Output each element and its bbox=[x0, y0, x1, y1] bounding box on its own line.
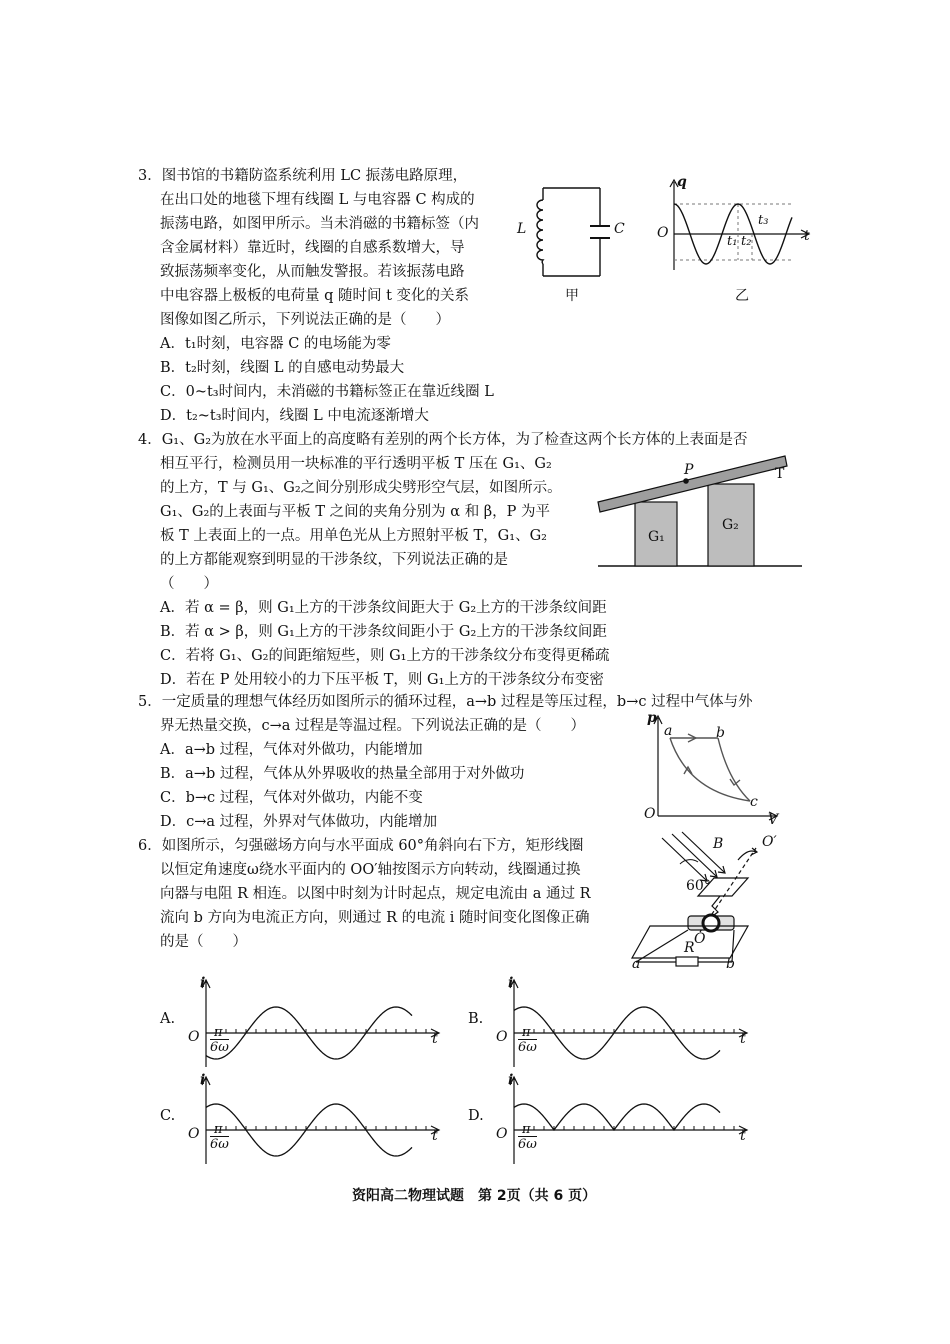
q4-stem-line-1: 4．G₁、G₂为放在水平面上的高度略有差别的两个长方体，为了检查这两个长方体的上表面是否 bbox=[138, 432, 748, 448]
state-b-label: b bbox=[716, 725, 725, 741]
q5-option-d: D．c→a 过程，外界对气体做功，内能增加 bbox=[160, 814, 438, 830]
t3-label: t₃ bbox=[758, 213, 769, 228]
q4-stem-line-3: 的上方，T 与 G₁、G₂之间分别形成尖劈形空气层，如图所示。 bbox=[160, 480, 562, 496]
i-t-axes bbox=[202, 1077, 439, 1164]
block-g1-label: G₁ bbox=[648, 529, 665, 545]
terminal-b-label: b bbox=[726, 956, 735, 972]
state-a-label: a bbox=[664, 723, 673, 739]
q5-option-a: A．a→b 过程，气体对外做功，内能增加 bbox=[160, 742, 423, 758]
angle-60-label: 60° bbox=[686, 878, 711, 894]
i-t-option-label: A. bbox=[160, 1011, 176, 1027]
b-field-label: B bbox=[713, 836, 724, 852]
q3-option-a: A．t₁时刻，电容器 C 的电场能为零 bbox=[160, 336, 391, 352]
i-axis-label: i bbox=[508, 975, 514, 991]
q6-stem-line-4: 流向 b 方向为电流正方向，则通过 R 的电流 i 随时间变化图像正确 bbox=[160, 910, 590, 926]
q3-stem-line-7: 图像如图乙所示，下列说法正确的是（ ） bbox=[160, 312, 450, 328]
q4-stem-line-2: 相互平行，检测员用一块标准的平行透明平板 T 压在 G₁、G₂ bbox=[160, 456, 552, 472]
q4-option-a: A．若 α = β，则 G₁上方的干涉条纹间距大于 G₂上方的干涉条纹间距 bbox=[160, 600, 607, 616]
pi-label: π bbox=[522, 1025, 531, 1040]
i-t-axes bbox=[510, 980, 747, 1067]
q6-stem-line-3: 向器与电阻 R 相连。以图中时刻为计时起点，规定电流由 a 通过 R bbox=[160, 886, 591, 902]
v-axis-label: V bbox=[768, 812, 779, 828]
q4-stem-line-6: 的上方都能观察到明显的干涉条纹，下列说法正确的是 bbox=[160, 552, 508, 568]
q4-stem-line-4: G₁、G₂的上表面与平板 T 之间的夹角分别为 α 和 β，P 为平 bbox=[160, 504, 551, 520]
t-axis-label: t bbox=[740, 1031, 746, 1047]
capacitor-label: C bbox=[614, 221, 625, 237]
q3-option-b: B．t₂时刻，线圈 L 的自感电动势最大 bbox=[160, 360, 405, 376]
i-t-origin-label: O bbox=[496, 1029, 508, 1045]
pi-label: π bbox=[522, 1122, 531, 1137]
t1-label: t₁ bbox=[727, 234, 738, 249]
page-footer: 资阳高二物理试题 第 2页（共 6 页） bbox=[352, 1188, 597, 1204]
i-axis-label: i bbox=[200, 1072, 206, 1088]
q4-option-b: B．若 α > β，则 G₁上方的干涉条纹间距小于 G₂上方的干涉条纹间距 bbox=[160, 624, 607, 640]
o-prime-label: O′ bbox=[762, 834, 777, 850]
inductor-label: L bbox=[517, 221, 527, 237]
i-t-option-label: B. bbox=[468, 1011, 484, 1027]
i-t-origin-label: O bbox=[188, 1029, 200, 1045]
q5-stem-line-1: 5．一定质量的理想气体经历如图所示的循环过程，a→b 过程是等压过程，b→c 过程中气体与外 bbox=[138, 694, 753, 710]
figure-yi-caption: 乙 bbox=[735, 288, 749, 304]
block-g2-label: G₂ bbox=[722, 517, 739, 533]
terminal-a-label: a bbox=[632, 956, 641, 972]
p-axis-label: p bbox=[647, 710, 657, 726]
q3-stem-line-3: 振荡电路，如图甲所示。当未消磁的书籍标签（内 bbox=[160, 216, 479, 232]
q6-stem-line-2: 以恒定角速度ω绕水平面内的 OO′轴按图示方向转动，线圈通过换 bbox=[160, 862, 581, 878]
t-axis-label: t bbox=[804, 228, 810, 244]
t-axis-label: t bbox=[432, 1031, 438, 1047]
pi-label: π bbox=[214, 1025, 223, 1040]
six-omega-label: 6ω bbox=[518, 1040, 537, 1055]
figure-jia-caption: 甲 bbox=[565, 288, 579, 304]
q6-stem-line-1: 6．如图所示，匀强磁场方向与水平面成 60°角斜向右下方，矩形线圈 bbox=[138, 838, 584, 854]
q4-stem-line-5: 板 T 上表面上的一点。用单色光从上方照射平板 T，G₁、G₂ bbox=[160, 528, 547, 544]
q3-stem-line-5: 致振荡频率变化，从而触发警报。若该振荡电路 bbox=[160, 264, 465, 280]
i-t-axes bbox=[202, 980, 439, 1067]
q5-option-c: C．b→c 过程，气体对外做功，内能不变 bbox=[160, 790, 423, 806]
i-t-option-label: D. bbox=[468, 1108, 484, 1124]
i-axis-label: i bbox=[508, 1072, 514, 1088]
i-t-origin-label: O bbox=[496, 1126, 508, 1142]
six-omega-label: 6ω bbox=[518, 1137, 537, 1152]
resistor-r-label: R bbox=[684, 940, 695, 956]
q3-option-d: D．t₂~t₃时间内，线圈 L 中电流逐渐增大 bbox=[160, 408, 429, 424]
q6-stem-line-5: 的是（ ） bbox=[160, 934, 247, 950]
six-omega-label: 6ω bbox=[210, 1040, 229, 1055]
i-t-option-label: C. bbox=[160, 1108, 176, 1124]
plate-t-label: T bbox=[775, 466, 785, 482]
pv-origin-label: O bbox=[644, 806, 656, 822]
q-origin-label: O bbox=[657, 225, 669, 241]
state-c-label: c bbox=[750, 794, 758, 810]
generator-figure bbox=[620, 830, 780, 975]
t-axis-label: t bbox=[740, 1128, 746, 1144]
q3-option-c: C．0~t₃时间内，未消磁的书籍标签正在靠近线圈 L bbox=[160, 384, 494, 400]
i-t-curve bbox=[514, 1104, 720, 1130]
q-axis-label: q bbox=[677, 174, 687, 190]
t-axis-label: t bbox=[432, 1128, 438, 1144]
pi-label: π bbox=[214, 1122, 223, 1137]
point-p-label: P bbox=[684, 462, 694, 478]
q4-option-c: C．若将 G₁、G₂的间距缩短些，则 G₁上方的干涉条纹分布变得更稀疏 bbox=[160, 648, 610, 664]
q4-stem-line-7: （ ） bbox=[160, 576, 218, 592]
q3-stem-line-2: 在出口处的地毯下埋有线圈 L 与电容器 C 构成的 bbox=[160, 192, 475, 208]
i-axis-label: i bbox=[200, 975, 206, 991]
q3-stem-line-1: 3．图书馆的书籍防盗系统利用 LC 振荡电路原理， bbox=[138, 168, 468, 184]
q5-option-b: B．a→b 过程，气体从外界吸收的热量全部用于对外做功 bbox=[160, 766, 525, 782]
t2-label: t₂ bbox=[741, 234, 752, 249]
i-t-axes bbox=[510, 1077, 747, 1164]
q3-stem-line-6: 中电容器上极板的电荷量 q 随时间 t 变化的关系 bbox=[160, 288, 470, 304]
q-t-graph bbox=[650, 176, 825, 276]
i-t-origin-label: O bbox=[188, 1126, 200, 1142]
axis-o-label: O bbox=[694, 931, 706, 947]
q4-option-d: D．若在 P 处用较小的力下压平板 T，则 G₁上方的干涉条纹分布变密 bbox=[160, 672, 604, 688]
six-omega-label: 6ω bbox=[210, 1137, 229, 1152]
q3-stem-line-4: 含金属材料）靠近时，线圈的自感系数增大，导 bbox=[160, 240, 465, 256]
q5-stem-line-2: 界无热量交换，c→a 过程是等温过程。下列说法正确的是（ ） bbox=[160, 718, 586, 734]
